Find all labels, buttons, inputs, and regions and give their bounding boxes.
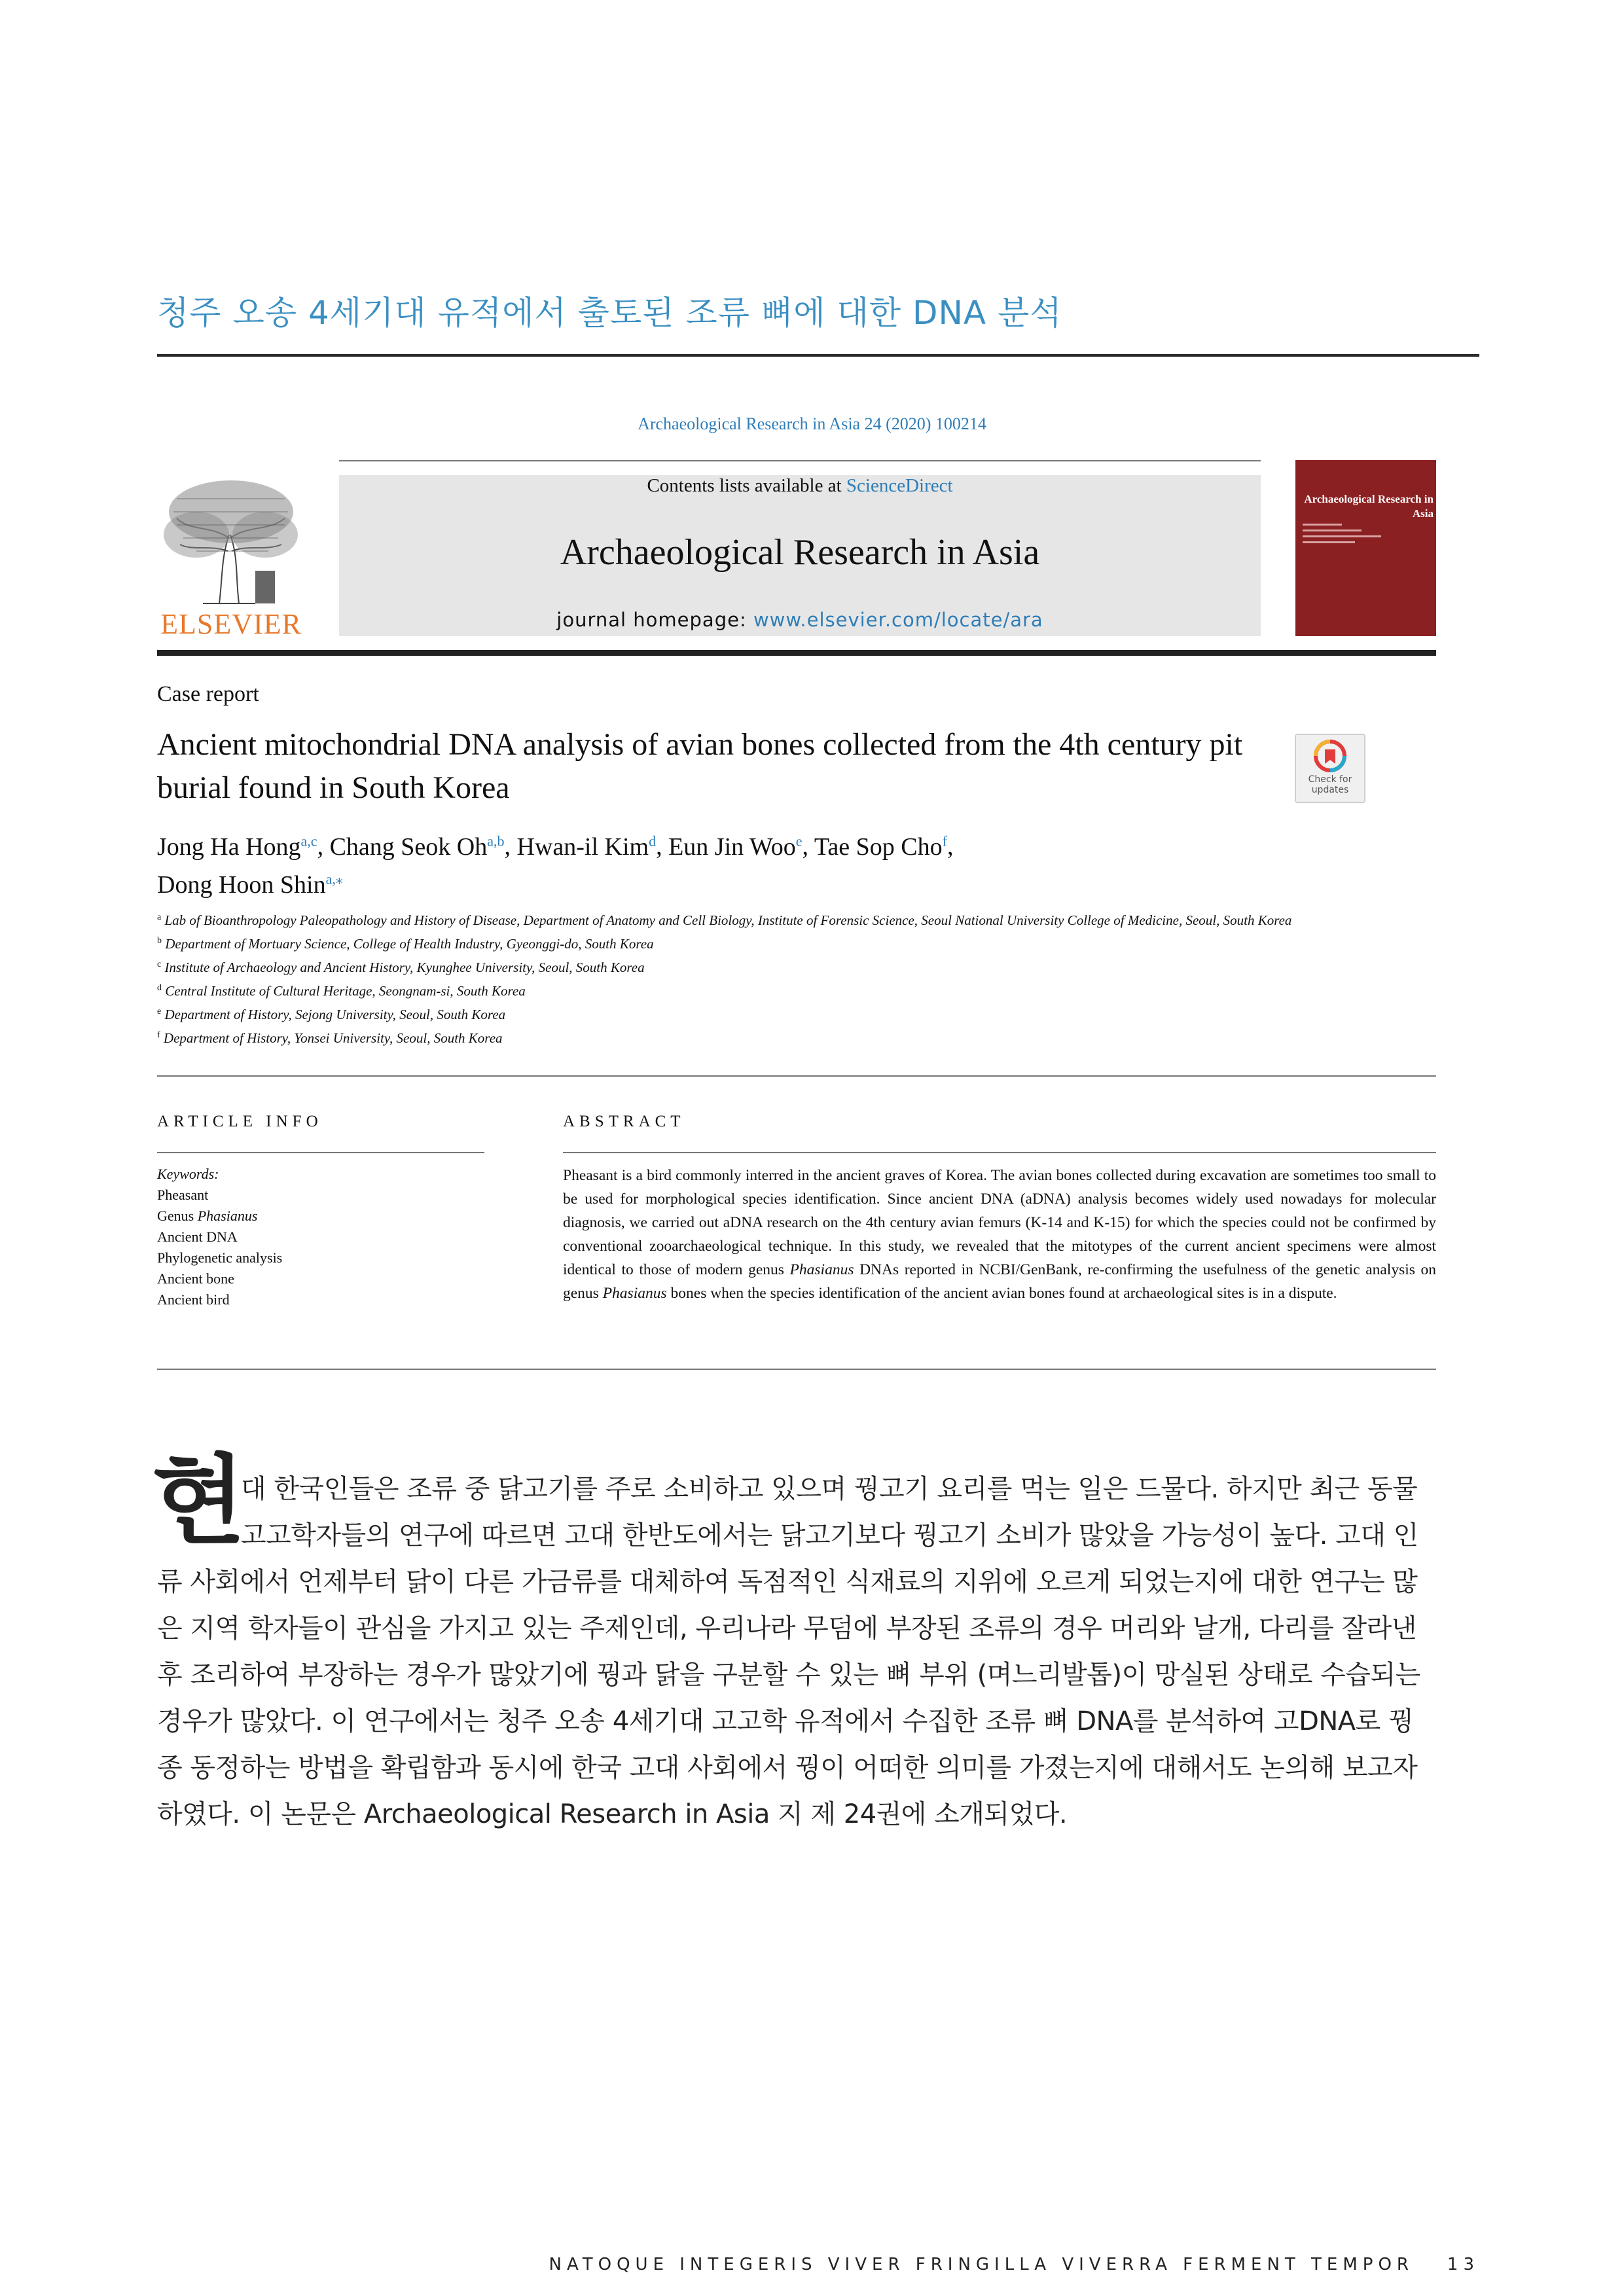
author-name: Jong Ha Hong	[157, 833, 301, 861]
affiliation-text: Lab of Bioanthropology Paleopathology and History of Disease, Department of Anatomy and Cell Biology, Institute of Forensic Science, Seoul National University College of Medicine, Seoul, South Korea	[164, 912, 1292, 928]
author-name: Eun Jin Woo	[668, 833, 796, 861]
affiliation-item	[157, 1025, 1296, 1049]
banner-bottom-divider	[157, 650, 1436, 656]
keyword-item: Ancient bone	[157, 1270, 234, 1287]
drop-cap: 현	[152, 1444, 245, 1557]
author-name: Chang Seok Oh	[329, 833, 488, 861]
korean-body-text	[157, 1466, 1479, 1838]
abstract-body: Pheasant is a bird commonly interred in the ancient graves of Korea. The avian bones collected during excavation are sometimes too small to be used for morphological species identification. Since ancient DNA (aDNA) analysis becomes widely used nowadays for molecular diagnosis, we carried out aDNA research on the 4th century avian femurs (K-14 and K-15) for which the species could not be confirmed by conventional zooarchaeological technique. In this study, we revealed that the mitotypes of the current ancient specimens were almost identical to those of modern genus Phasianus DNAs reported in NCBI/GenBank, re-confirming the usefulness of the genetic analysis on genus Phasianus bones when the species identification of the ancient avian bones found at archaeological sites is in a dispute.	[563, 1167, 1436, 1302]
check-for-updates-label: Check for updates	[1308, 774, 1352, 795]
keywords-list	[157, 1164, 282, 1310]
keyword-item: Genus Phasianus	[157, 1208, 258, 1224]
author[interactable]	[157, 871, 343, 899]
homepage-prefix: journal homepage:	[556, 609, 753, 631]
author-affiliation-marks[interactable]: d	[649, 833, 657, 849]
cover-editor-lines	[1303, 524, 1381, 547]
body-line: 고고학자들의 연구에 따르면 고대 한반도에서는 닭고기보다 꿩고기 소비가 많았을 가능성이 높다. 고대 인	[241, 1520, 1418, 1551]
journal-homepage	[339, 609, 1261, 631]
author-affiliation-marks[interactable]: e	[795, 833, 803, 849]
author[interactable]	[330, 833, 505, 861]
affiliation-mark: c	[157, 960, 162, 969]
abstract-divider	[563, 1152, 1436, 1153]
author[interactable]	[157, 833, 317, 861]
affiliation-text: Department of Mortuary Science, College of Health Industry, Gyeonggi-do, South Korea	[165, 936, 654, 952]
affiliation-text: Central Institute of Cultural Heritage, Seongnam-si, South Korea	[165, 983, 526, 999]
keywords-label: Keywords:	[157, 1166, 219, 1182]
affiliation-text: Institute of Archaeology and Ancient History, Kyunghee University, Seoul, South Korea	[164, 960, 645, 975]
keyword-item: Ancient DNA	[157, 1229, 238, 1245]
author-affiliation-marks[interactable]: a,⁎	[325, 870, 343, 888]
author-name: Tae Sop Cho	[814, 833, 943, 861]
keyword-item: Pheasant	[157, 1187, 209, 1203]
journal-cover-thumbnail[interactable]	[1295, 460, 1436, 636]
body-line: 류 사회에서 언제부터 닭이 다른 가금류를 대체하여 독점적인 식재료의 지위에 오르게 되었는지에 대한 연구는 많	[157, 1567, 1418, 1597]
affiliation-item	[157, 978, 1296, 1001]
abstract-heading: ABSTRACT	[563, 1113, 685, 1130]
title-divider	[157, 354, 1479, 357]
elsevier-wordmark: ELSEVIER	[160, 608, 302, 640]
banner-top-divider	[339, 460, 1261, 461]
affiliation-mark: a	[157, 912, 162, 922]
article-info-heading: ARTICLE INFO	[157, 1113, 323, 1130]
cover-title: Archaeological Research in Asia	[1304, 493, 1434, 520]
article-info-divider	[157, 1152, 484, 1153]
author-affiliation-marks[interactable]: f	[942, 833, 947, 849]
body-line: 대 한국인들은 조류 중 닭고기를 주로 소비하고 있으며 꿩고기 요리를 먹는 일은 드물다. 하지만 최근 동물	[241, 1474, 1418, 1504]
abstract-bottom-divider	[157, 1369, 1436, 1370]
article-type: Case report	[157, 682, 259, 706]
body-line: 하였다. 이 논문은 Archaeological Research in Asia 지 제 24권에 소개되었다.	[157, 1799, 1068, 1829]
author-affiliation-marks[interactable]: a,b	[487, 833, 505, 849]
author[interactable]	[814, 833, 947, 861]
journal-name: Archaeological Research in Asia	[560, 532, 1040, 573]
body-line: 은 지역 학자들이 관심을 가지고 있는 주제인데, 우리나라 무덤에 부장된 조류의 경우 머리와 날개, 다리를 잘라낸	[157, 1613, 1416, 1643]
affiliation-item	[157, 907, 1296, 931]
article-title: Ancient mitochondrial DNA analysis of avian bones collected from the 4th century pit burial found in South Korea	[157, 727, 1243, 805]
affiliation-item	[157, 1001, 1296, 1025]
affiliation-mark: b	[157, 936, 162, 946]
sciencedirect-link[interactable]: ScienceDirect	[846, 475, 953, 496]
affiliation-item	[157, 931, 1296, 954]
korean-page-title: 청주 오송 4세기대 유적에서 출토된 조류 뼈에 대한 DNA 분석	[157, 294, 1062, 332]
affiliation-mark: f	[157, 1030, 160, 1040]
check-updates-icon	[1296, 735, 1364, 774]
page-number: 13	[1447, 2255, 1479, 2274]
contents-availability	[339, 475, 1261, 497]
body-line: 종 동정하는 방법을 확립함과 동시에 한국 고대 사회에서 꿩이 어떠한 의미를 가졌는지에 대해서도 논의해 보고자	[157, 1753, 1418, 1783]
body-line: 경우가 많았다. 이 연구에서는 청주 오송 4세기대 고고학 유적에서 수집한 조류 뼈 DNA를 분석하여 고DNA로 꿩	[157, 1706, 1414, 1736]
affiliation-mark: d	[157, 983, 162, 993]
author-list: Jong Ha Hong$^{a,c}$, Chang Seok Oh$^{a,b}$, Hwan-il Kim$^d$, Eun Jin Woo$^e$, Tae Sop Cho$^f$, Dong Hoon Shin$^{a,⁎}$	[157, 833, 954, 899]
keyword-item: Ancient bird	[157, 1291, 230, 1308]
affiliation-item	[157, 954, 1296, 978]
journal-reference-link[interactable]: Archaeological Research in Asia 24 (2020) 100214	[638, 414, 986, 433]
author[interactable]	[517, 833, 657, 861]
affiliation-mark: e	[157, 1007, 162, 1016]
running-footer: NATOQUE INTEGERIS VIVER FRINGILLA VIVERRA FERMENT TEMPOR	[549, 2255, 1414, 2274]
homepage-link[interactable]: www.elsevier.com/locate/ara	[753, 609, 1043, 631]
body-line: 후 조리하여 부장하는 경우가 많았기에 꿩과 닭을 구분할 수 있는 뼈 부위 (며느리발톱)이 망실된 상태로 수습되는	[157, 1660, 1420, 1690]
contents-prefix: Contents lists available at	[647, 475, 846, 496]
affiliation-text: Department of History, Yonsei University, Seoul, South Korea	[163, 1030, 503, 1046]
author-name: Hwan-il Kim	[516, 833, 649, 861]
author-affiliation-marks[interactable]: a,c	[300, 833, 317, 849]
keyword-item: Phylogenetic analysis	[157, 1249, 283, 1266]
affiliation-list	[157, 907, 1296, 1049]
author[interactable]	[668, 833, 802, 861]
affiliation-text: Department of History, Sejong University, Seoul, South Korea	[164, 1007, 506, 1022]
author-name: Dong Hoon Shin	[157, 871, 326, 899]
affiliation-divider	[157, 1075, 1436, 1077]
